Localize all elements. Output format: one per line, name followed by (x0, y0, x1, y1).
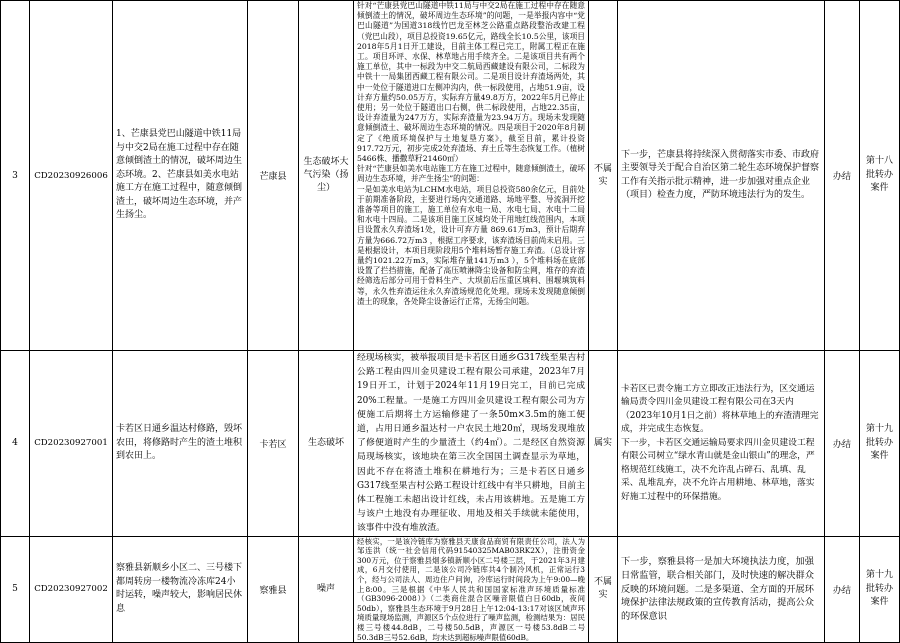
issue-description: 卡若区日通乡温达村修路，毁坏农田，将修路时产生的渣土堆积到农田上。 (113, 351, 248, 537)
row-index: 5 (1, 536, 30, 643)
issue-description: 察雅县新顺乡小区二、三号楼下都周转房一楼物流冷冻库24小时运转，噪声较大，影响居民休息 (113, 536, 248, 643)
batch-label: 第十九批转办案件 (860, 351, 900, 537)
batch-label: 第十九批转办案件 (860, 536, 900, 643)
verification-findings (354, 1, 589, 351)
truth-status: 不属实 (589, 1, 618, 351)
admin-area: 卡若区 (248, 351, 299, 537)
row-index: 4 (1, 351, 30, 537)
batch-label: 第十八批转办案件 (860, 1, 900, 351)
handling-action: 下一步，芒康县将持续深入贯彻落实市委、市政府主要领导关于配合自治区第二轮生态环境保护督察工作有关指示批示精神，进一步加强对重点企业（项目）检查力度，严防环境违法行为的发生。 (618, 1, 825, 351)
verification-findings (354, 536, 589, 643)
action-text: 卡若区已责令施工方立即改正违法行为，区交通运输局责令四川金贝建设工程有限公司在3天内（2023年10月1日之前）将林草地上的弃渣清理完成，并完成生态恢复。 下一步，卡若区交通运输局要求四川金贝建设工程有限公司树立“绿水青山就是金山银山”的理念，严格规范红线施工，决不允许乱占碎石、乱填、乱采、乱堆乱弃，决不允许占用耕地、林草地，落实好施工过程中的环保措施。 (621, 383, 819, 502)
case-status: 办结 (825, 351, 860, 537)
table-row (1, 536, 900, 643)
admin-area: 察雅县 (248, 536, 299, 643)
case-status: 办结 (825, 536, 860, 643)
case-code: CD20230926006 (30, 1, 113, 351)
table-row (1, 1, 900, 351)
handling-action: 下一步，察雅县将一是加大环境执法力度，加强日常监管，联合相关部门，及时快速的解决群众反映的环境问题。二是多渠道、全方面的开展环境保护法律法规政策的宣传教育活动，提高公众的环保意识 (618, 536, 825, 643)
pollution-type: 生态破坏 (299, 351, 354, 537)
case-status: 办结 (825, 1, 860, 351)
issue-description: 1、芒康县党巴山隧道中铁11局与中交2局在施工过程中存在随意倾倒渣土的情况，破坏周边生态环境。2、芒康县如美水电站施工方在施工过程中，随意倾倒渣土，破坏周边生态环境，并产生扬尘。 (113, 1, 248, 351)
truth-status: 属实 (589, 351, 618, 537)
table-row (1, 351, 900, 537)
findings-text: 针对“芒康县党巴山隧道中铁11局与中交2局在施工过程中存在随意倾倒渣土的情况，破坏周边生态环境”的问题，一是举报内容中“党巴山隧道”为国道318线竹巴龙至林芝公路重点路段整治改建工程（党巴山段），项目总投资19.65亿元，路线全长10.5公里，该项目2018年5月1日开工建设，目前主体工程已完工，附属工程正在施工。项目环评、水保、林草地占用手续齐全。二是该项目共有两个施工单位，其中一标段为中交二航局西藏建设有限公司，二标段为中铁十一局集团西藏工程有限公司。二是项目设计弃渣场两处，其中一处位于隧道进口左侧冲沟内，供一标段使用，占地51.9亩，设计弃方量约50.05万方，实际弃方量49.8万方，2022年5月已停止使用；另一处位于隧道出口右侧，供二标段使用，占地22.35亩，设计弃渣量为247万方，实际弃渣量为23.94万方。现场未发现随意倾倒渣土、破坏周边生态环境的情况。四是项目于2020年8月制定了《绝质环境保护与土地复垦方案》，截至目前，累计投资917.72万元，初步完成2处弃渣场、弃土丘等生态恢复工作。（植树5466株、播撒草籽21460㎡） 针对“芒康县如美水电站施工方在施工过程中，随意倾倒渣土，破坏周边生态环境，并产生扬尘”的问题： 一是如美水电站为LCHM水电站，项目总投资580余亿元，目前处于前期准备阶段，主要进行场内交通道路、场地平整、导流洞开挖准备等项目的施工，施工单位有水电一局、水电七局、水电十二局和水电十四局。二是该项目施工区域均处于用地红线范围内，本项目设置永久弃渣场1处，设计可弃方量 869.61万m3，预计后期弃方量为666.72万m3 ，根据工序要求，该弃渣场目前尚未启用。三是根据设计，本项目现阶段用5个堆料场暂存施工弃渣。（总设计容量约1021.22万m3，实际堆存量141万m3 ），5个堆料场在底部设置了拦挡措施，配备了高压喷淋降尘设备和防尘网，堆存的弃渣经筛选后部分可用于骨料生产、大坝前后压重区填料、围堰填筑料等，永久性弃渣运往永久弃渣场规范化处理。现场未发现随意倾倒渣土的现象，各处降尘设备运行正常，无扬尘问题。 (357, 1, 585, 306)
handling-action (618, 351, 825, 537)
findings-text: 经现场核实，被举报项目是卡若区日通乡G317线至果吉村公路工程由四川金贝建设工程有限公司承建，2023年7月19日开工，计划于2024年11月19日完工，目前已完成20%工程量。一是施工方四川金贝建设工程有限公司为方便施工后期将土方运输修建了一条50m×3.5m的施工便道，占用日通乡温达村一户农民土地20㎡，现场发现堆放了修便道时产生的少量渣土（约4㎡）。二是经区自然资源局现场核实，该地块在第三次全国国土调查显示为草地，因此不存在将渣土堆积在耕地行为；三是卡若区日通乡G317线至果吉村公路工程设计红线中有半只耕地，目前主体工程施工未超出设计红线，未占用该耕地。五是施工方与该户土地没有办理征收、用地及相关手续就未能使用，该事件中没有堆放渣。 (357, 353, 585, 534)
verification-findings (354, 351, 589, 537)
case-code: CD20230927002 (30, 536, 113, 643)
pollution-type: 生态破坏大气污染（扬尘） (299, 1, 354, 351)
findings-text: 经核实，一是该冷链库为察雅县天康食品商贸有限责任公司，法人为邹连洪（统一社会信用代码91540325MAB03RK2X），注册资金300万元，位于察雅县烟多镇新顺小区二号楼三层，于2021年3月建成，6月交付使用，二是该公司冷链库共4个制冷风机，正常运行3个，经与公司法人、周边住户问询，冷库运行时间段为上午9:00—晚上8:00。三是根据《中华人民共和国国家标准声环境质量标准（GB3096-2008）》（二类商住混合区噪音限值白日60db，夜间50db），察雅县生态环境于9月28日上午12:04-13:17对该区域声环境质量现场监测，声源区5个点位进行了噪声监测，检测结果为：居民楼三号楼44.8dB，二号楼50.5dB，声源区一号楼53.8dB二号50.3dB三号52.6dB，均未达到超标噪声限值60dB。 (357, 536, 585, 642)
case-code: CD20230927001 (30, 351, 113, 537)
pollution-type: 噪声 (299, 536, 354, 643)
truth-status: 不属实 (589, 536, 618, 643)
row-index: 3 (1, 1, 30, 351)
admin-area: 芒康县 (248, 1, 299, 351)
